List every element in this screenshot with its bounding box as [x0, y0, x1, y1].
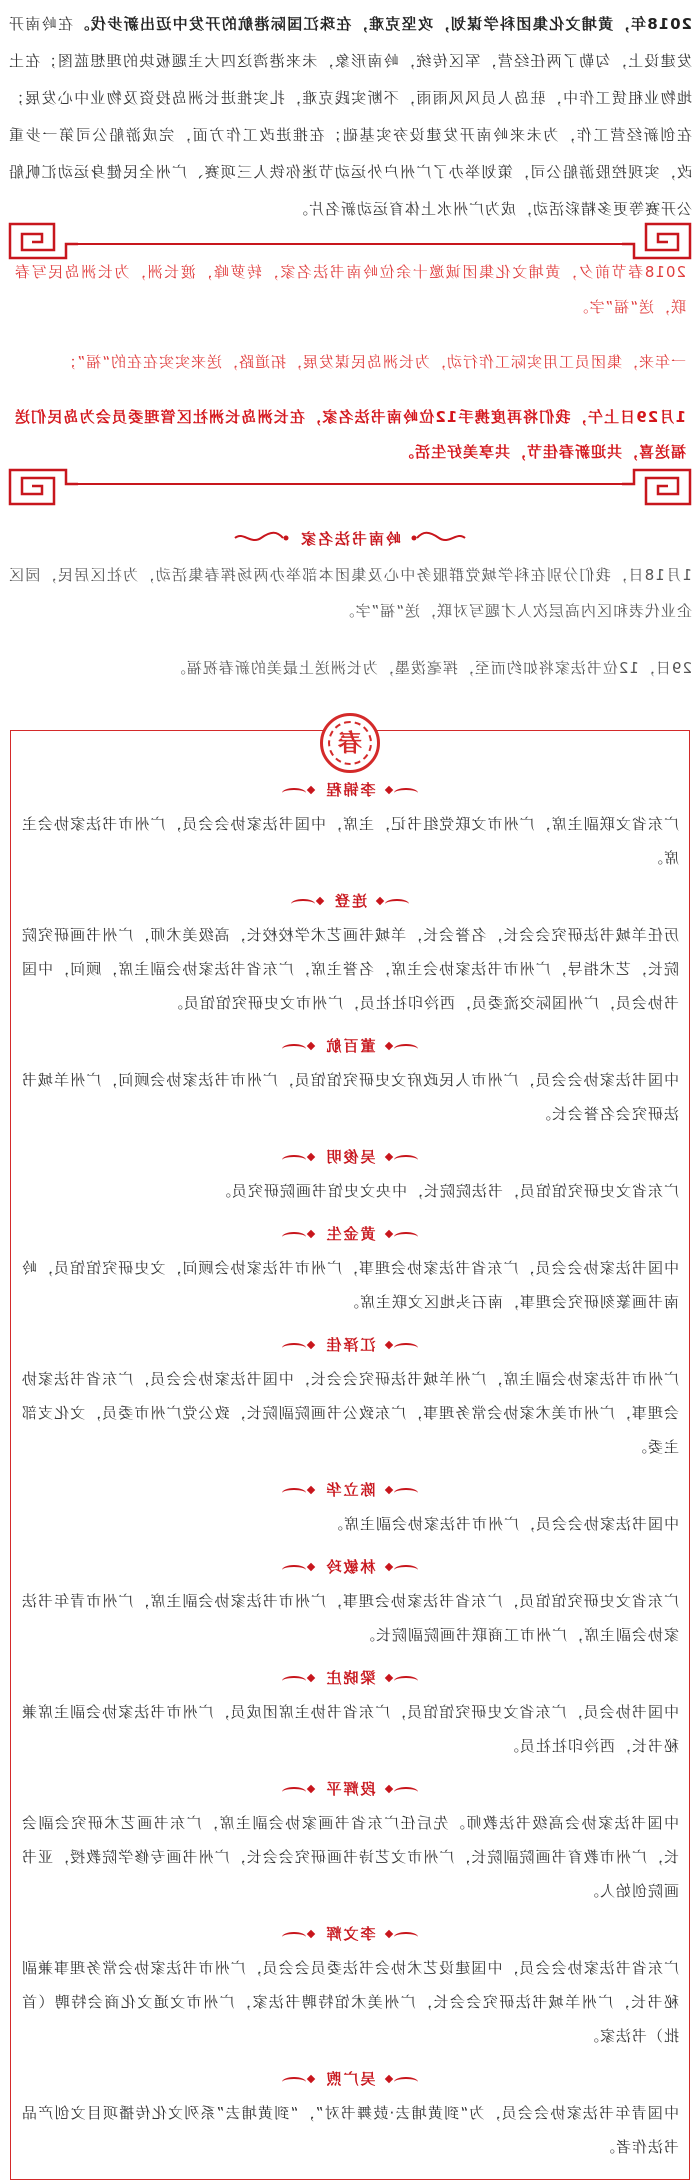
ornament-right-icon — [283, 1783, 317, 1795]
calligrapher-bio: 中国青年书法家协会会员，为“到黄埔去·鼓舞书对”，“到黄埔去”系列文化传播项目文创产品书法作者。 — [21, 2104, 679, 2156]
calligrapher-name: 李锦程 — [324, 781, 376, 799]
calligrapher-entry — [21, 1140, 679, 1208]
calligrapher-name: 李文辉 — [324, 1925, 376, 1943]
calligrapher-name-header — [21, 1029, 679, 1063]
calligrapher-entry — [21, 2062, 679, 2164]
calligrapher-entry — [21, 1550, 679, 1652]
frame-paragraph-2: 一年来，集团员工用实际工作行动，为长洲岛民谋发展，拓道路，送来实实在在的“福”； — [60, 353, 686, 371]
fret-corner-top-left — [622, 224, 690, 258]
intro-lead: 2018年，黄埔文化集团科学谋划，攻坚克难，在珠江国际港航的开发中迈出新步伐。 — [73, 15, 692, 33]
fret-corner-bottom-left — [622, 470, 690, 504]
calligrapher-name: 林敏玲 — [324, 1558, 376, 1576]
ornament-right-icon — [283, 1339, 317, 1351]
ornament-right-icon — [291, 895, 325, 907]
scroll-ornament-right-icon — [233, 530, 289, 546]
calligrapher-name-header — [21, 1217, 679, 1251]
frame-text — [14, 255, 686, 470]
ornament-right-icon — [283, 1928, 317, 1940]
calligrapher-bio: 广东省文联副主席，广州市文联党组书记，主席，中国书法家协会会员，广州市书法家协会主席。 — [21, 815, 679, 867]
ornament-right-icon — [283, 1228, 317, 1240]
ornament-right-icon — [283, 1561, 317, 1573]
calligrapher-name-header — [21, 1917, 679, 1951]
calligrapher-bio: 广东省文史研究馆馆员，广东省书法家协会理事，广州市书法家协会副主席，广州市青年书法家协会副主席，广州市工商联书画院副院长。 — [21, 1592, 679, 1644]
calligrapher-bio: 中国书法家协会会员，广东省书法家协会理事，广州市书法家协会顾问，文史研究馆馆员，岭南书画篆刻研究会理事，南石头地区文联主席。 — [21, 1259, 679, 1311]
calligrapher-name: 江泽佳 — [324, 1336, 376, 1354]
calligrapher-entry — [21, 1217, 679, 1319]
calligrapher-entry — [21, 1917, 679, 2053]
ornament-right-icon — [283, 1672, 317, 1684]
calligrapher-entry — [21, 1772, 679, 1908]
ornament-left-icon — [384, 1928, 418, 1940]
calligrapher-name-header — [21, 1772, 679, 1806]
calligrapher-entry — [21, 773, 679, 875]
ornament-left-icon — [384, 2073, 418, 2085]
ornament-left-icon — [384, 1228, 418, 1240]
calligrapher-name: 段辉平 — [324, 1780, 376, 1798]
calligrapher-name-header — [21, 1550, 679, 1584]
fret-corner-bottom-right — [10, 470, 78, 504]
calligrapher-name-header — [21, 1661, 679, 1695]
ornament-left-icon — [375, 895, 409, 907]
fret-frame — [8, 222, 692, 504]
calligrapher-name-header — [21, 1328, 679, 1362]
ornament-left-icon — [384, 1672, 418, 1684]
calligrapher-name: 陈立华 — [324, 1481, 376, 1499]
ornament-right-icon — [283, 784, 317, 796]
calligrapher-name-header — [21, 1473, 679, 1507]
ornament-left-icon — [384, 1339, 418, 1351]
section-title — [0, 521, 700, 555]
frame-paragraph-1: 2018春节前夕，黄埔文化集团诚邀十余位岭南书法名家，转萝峰，渡长洲，为长洲岛民写春联，送“福”字。 — [14, 263, 686, 316]
section-paragraph-2: 29日，12位书法家将如约而至，挥毫泼墨，为长洲送上最美的新春祝福。 — [169, 659, 692, 677]
calligrapher-name: 梁晓庄 — [324, 1669, 376, 1687]
calligrapher-entry — [21, 884, 679, 1020]
calligrapher-bio: 中国书法家协会会员，广州市人民政府文史研究馆馆员，广州市书法家协会顾问，广州羊城书法研究会名誉会长。 — [21, 1071, 679, 1123]
calligrapher-entry — [21, 1328, 679, 1464]
fret-border-bottom — [8, 466, 692, 506]
seal-character: 春 — [328, 721, 372, 765]
fret-corner-top-right — [10, 224, 78, 258]
calligrapher-bio: 中国书法家协会会员，广州市书法家协会副主席。 — [326, 1515, 679, 1533]
ornament-right-icon — [283, 1151, 317, 1163]
section-title-text: 岭南书法名家 — [299, 529, 402, 548]
ornament-right-icon — [283, 2073, 317, 2085]
ornament-right-icon — [283, 1040, 317, 1052]
scroll-ornament-left-icon — [411, 530, 467, 546]
calligrapher-bio: 广州市书法家协会副主席，广州羊城书法研究会会长，中国书法家协会会员，广东省书法家协会理事，广州市美术家协会常务理事，广东致公书画院副院长，致公党广州市委员，文化支部主委。 — [21, 1370, 679, 1456]
calligrapher-bio: 中国书协会员，广东省文史研究馆馆员，广东省书协主席团成员，广州市书法家协会副主席兼秘书长，西泠印社社员。 — [21, 1703, 679, 1755]
ornament-right-icon — [283, 1484, 317, 1496]
calligrapher-name: 连登 — [333, 892, 368, 910]
ornament-left-icon — [384, 1040, 418, 1052]
calligrapher-name-header — [21, 773, 679, 807]
calligrapher-name-header — [21, 1140, 679, 1174]
calligrapher-name: 吴俊明 — [324, 1148, 376, 1166]
calligrapher-name: 黄金生 — [324, 1225, 376, 1243]
calligrapher-name: 吴广煦 — [324, 2070, 376, 2088]
ornament-left-icon — [384, 1151, 418, 1163]
section-paragraph-1: 1月18日，我们分别在科学城党群服务中心及集团本部举办两场挥春集活动，为社区居民，园区企业代表和区内高层次人才题写对联，送“福”字。 — [8, 566, 692, 620]
calligrapher-box — [10, 730, 690, 2180]
calligrapher-entry — [21, 1029, 679, 1131]
calligrapher-entry — [21, 1473, 679, 1541]
calligrapher-bio: 广东省书法家协会会员，中国建设艺术协会书法委员会会员，广州市书法家协会常务理事兼副秘书长，广州羊城书法研究会会长，广州美术馆特聘书法家，广州市文通文化商会特聘（首批）书法家。 — [21, 1959, 679, 2045]
calligrapher-entry — [21, 1661, 679, 1763]
calligrapher-name-header — [21, 2062, 679, 2096]
spring-seal-icon — [320, 713, 380, 773]
ornament-left-icon — [384, 1561, 418, 1573]
intro-body: 在岭南开发建设上，勾勒了两任经营，军区传统，岭南形象，未来港湾这四大主题板块的理想蓝图；在土地物业租赁工作中，驻岛人员风风雨雨，不断实践克难，扎实推进长洲岛投资及物业中心发展；在创新经营工作，为未来岭南开发建设夯实基础；在推进改工作方面，完成游船公司第一步重改，实现控股游船公司，策划举办了广州户外运动节迷你铁人三项赛、广州全民健身运动汇帆船公开赛等更多精彩活动，成为广州水上体育运动新名片。 — [8, 15, 692, 218]
ornament-left-icon — [384, 1783, 418, 1795]
calligrapher-name: 董百航 — [324, 1037, 376, 1055]
calligrapher-bio: 中国书法家协会高级书法教师。先后任广东省书画家协会副主席，广东书画艺术研究会副会长，广州市教育书画院副院长，广州市文艺诗书画研究会会长，广州书画专修学院教授，亚书画院创始人。 — [21, 1814, 679, 1900]
ornament-left-icon — [384, 784, 418, 796]
frame-highlight: 1月29日上午，我们将再度携手12位岭南书法名家，在长洲岛长洲社区管理委员会为岛民们送福送喜，共迎新春佳节，共享美好生活。 — [14, 408, 686, 461]
calligrapher-bio: 历任羊城书法研究会会长，名誉会长，羊城书画艺术学校校长，高级美术师，广州书画研究院院长，艺术指导，广州市书法家协会主席，名誉主席，广东省书法家协会副主席，顾问，中国书协会员，广州国际交流委员，西泠印社社员，广州市文史研究馆馆员。 — [21, 926, 679, 1012]
calligrapher-bio: 广东省文史研究馆馆员，书法院院长，中央文史馆书画院研究员。 — [214, 1182, 679, 1200]
intro-paragraph — [8, 6, 692, 228]
ornament-left-icon — [384, 1484, 418, 1496]
calligrapher-list — [21, 773, 679, 2164]
calligrapher-name-header — [21, 884, 679, 918]
